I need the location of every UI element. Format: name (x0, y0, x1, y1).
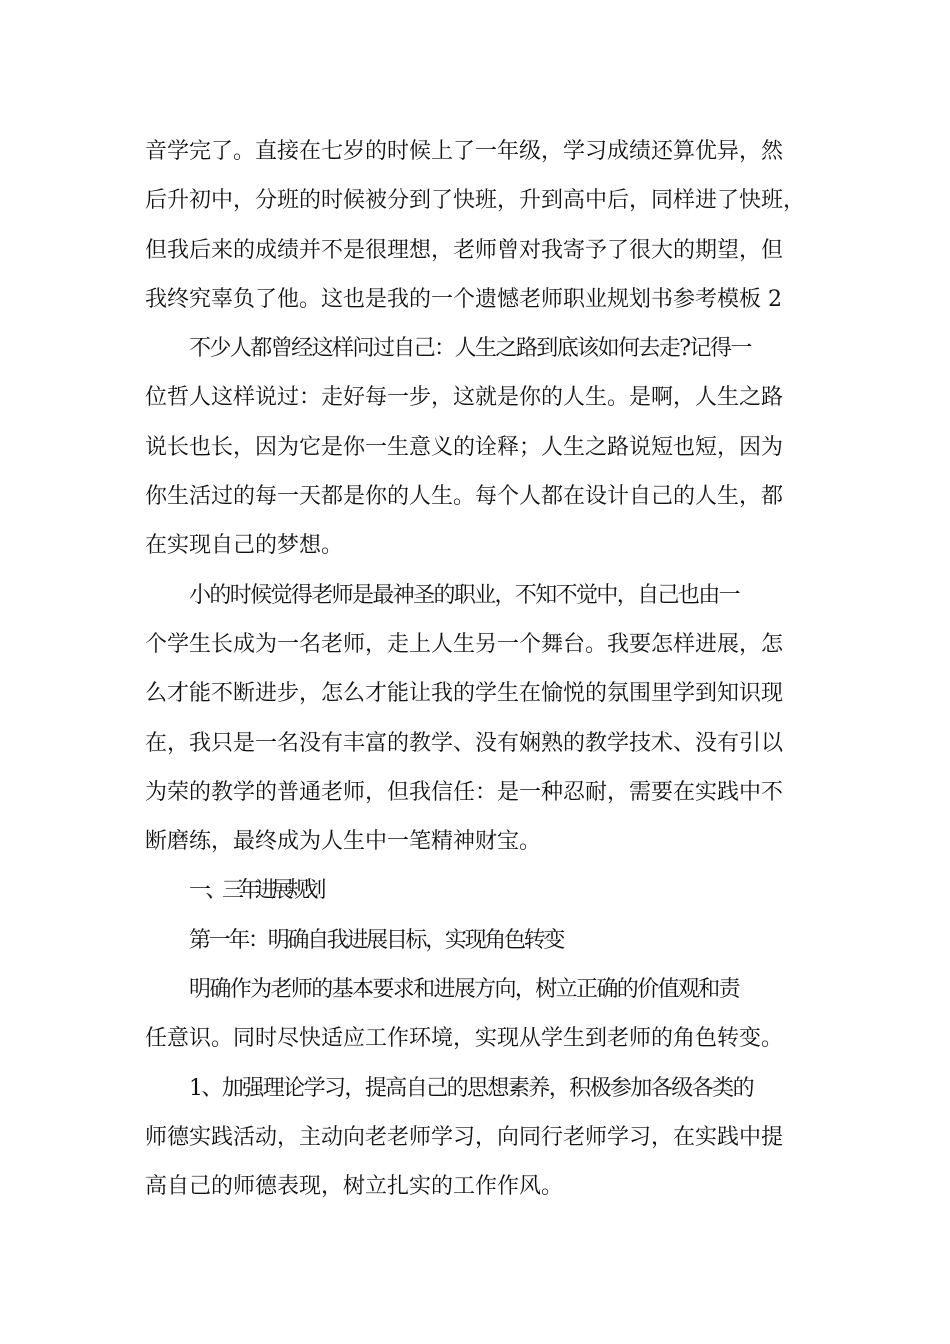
text-line: 我终究辜负了他。这也是我的一个遗憾老师职业规划书参考模板 2 (145, 286, 782, 312)
text-line: 音学完了。直接在七岁的时候上了一年级，学习成绩还算优异，然 (145, 139, 784, 164)
text-line: 不少人都曾经这样问过自己：人生之路到底该如何去走?记得一 (189, 336, 751, 362)
text-line: 任意识。同时尽快适应工作环境，实现从学生到老师的角色转变。 (145, 1026, 784, 1052)
text-line: 说长也长，因为它是你一生意义的诠释；人生之路说短也短，因为 (145, 434, 784, 460)
paragraph (145, 965, 810, 1064)
text-line: 后升初中，分班的时候被分到了快班，升到高中后，同样进了快班， (145, 188, 806, 214)
text-line: 高自己的师德表现，树立扎实的工作作风。 (145, 1174, 564, 1200)
text-line: 第一年：明确自我进展目标，实现角色转变 (189, 927, 564, 953)
text-line: 么才能不断进步，怎么才能让我的学生在愉悦的氛围里学到知识现 (145, 681, 784, 707)
text-line: 师德实践活动，主动向老老师学习，向同行老师学习，在实践中提 (145, 1124, 784, 1150)
paragraph (145, 571, 810, 867)
paragraph (145, 866, 810, 915)
text-line: 明确作为老师的基本要求和进展方向，树立正确的价值观和责 (189, 977, 740, 1003)
text-line: 在实现自己的梦想。 (145, 533, 344, 559)
text-line: 小的时候觉得老师是最神圣的职业，不知不觉中，自己也由一 (189, 582, 740, 608)
text-line: 1、加强理论学习，提高自己的思想素养，积极参加各级各类的 (189, 1075, 753, 1101)
document-body (145, 127, 810, 1212)
text-line: 为荣的教学的普通老师，但我信任：是一种忍耐，需要在实践中不 (145, 779, 784, 805)
text-line: 个学生长成为一名老师，走上人生另一个舞台。我要怎样进展，怎 (145, 631, 784, 657)
paragraph (145, 1064, 810, 1212)
paragraph (145, 127, 810, 324)
text-line: 断磨练，最终成为人生中一笔精神财宝。 (145, 829, 542, 855)
text-line: 在，我只是一名没有丰富的教学、没有娴熟的教学技术、没有引以 (145, 730, 784, 756)
text-line: 一、三年进展规划 (189, 878, 322, 904)
paragraph (145, 324, 810, 570)
text-line: 你生活过的每一天都是你的人生。每个人都在设计自己的人生，都 (145, 484, 784, 510)
text-line: 但我后来的成绩并不是很理想，老师曾对我寄予了很大的期望，但 (145, 237, 784, 263)
paragraph (145, 916, 810, 965)
text-line: 位哲人这样说过：走好每一步，这就是你的人生。是啊，人生之路 (145, 385, 784, 411)
